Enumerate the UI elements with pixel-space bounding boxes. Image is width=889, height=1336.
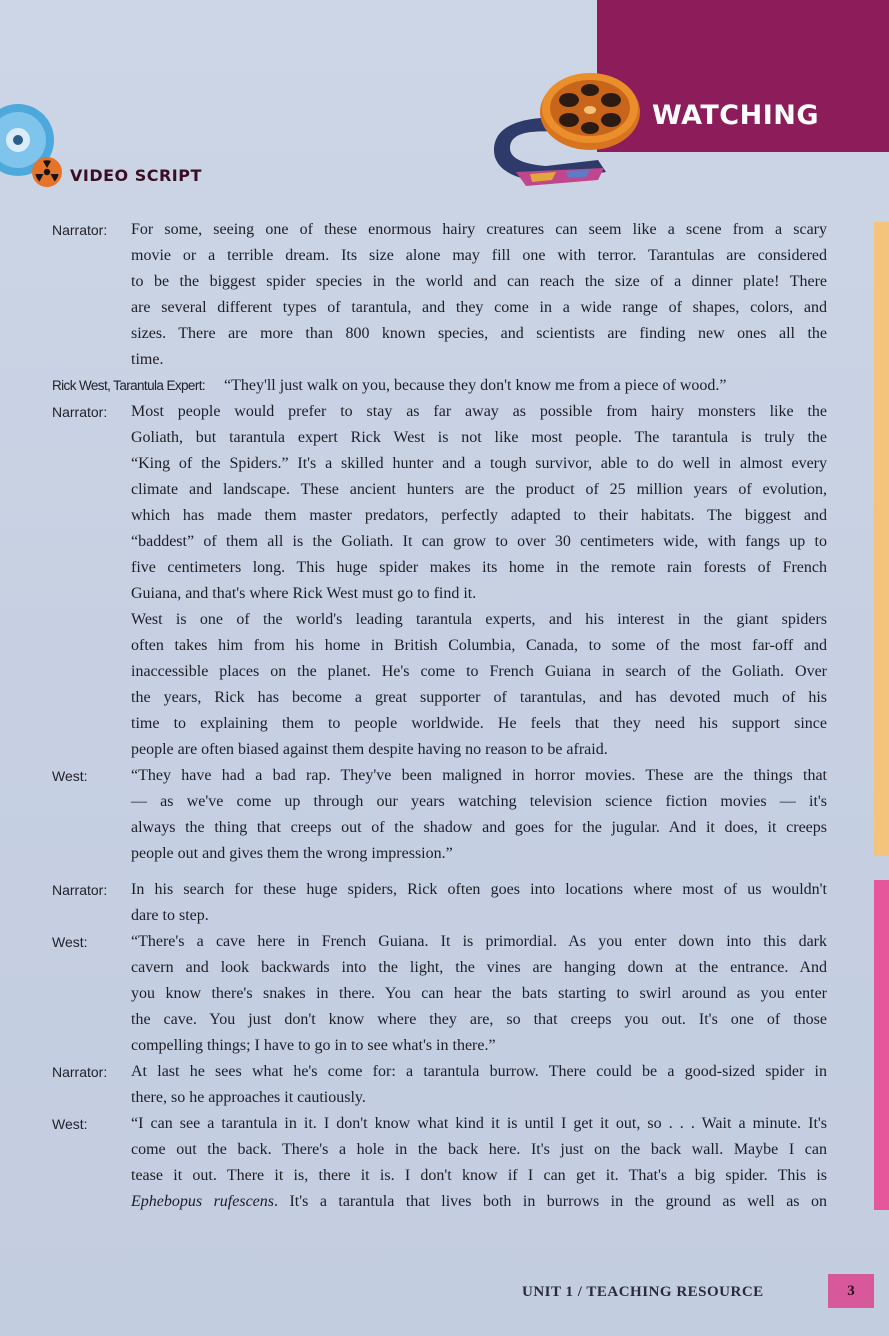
script-line: often takes him from his home in British Columbia, Canada, to some of the most far-off and: [131, 637, 827, 654]
script-line: “There's a cave here in French Guiana. It is primordial. As you enter down into this dark: [131, 933, 827, 950]
script-line: which has made them master predators, perfectly adapted to their habitats. The biggest and: [131, 507, 827, 524]
script-line: For some, seeing one of these enormous hairy creatures can seem like a scene from a scary: [131, 221, 827, 238]
script-line: people are often biased against them despite having no reason to be afraid.: [131, 741, 608, 758]
speaker-label: Narrator:: [52, 404, 108, 420]
script-line: to be the biggest spider species in the world and can reach the size of a dinner plate! There: [131, 273, 827, 290]
section-title: WATCHING: [652, 100, 820, 131]
script-line: climate and landscape. These ancient hunters are the product of 25 million years of evolution,: [131, 481, 827, 498]
speaker-label: West:: [52, 934, 88, 950]
script-line: sizes. There are more than 800 known species, and scientists are finding new ones all the: [131, 325, 827, 342]
script-line: movie or a terrible dream. Its size alone may fill one with terror. Tarantulas are considered: [131, 247, 827, 264]
script-line: tease it out. There it is, there it is. I don't know if I can get it. That's a big spider. This is: [131, 1167, 827, 1184]
script-line: compelling things; I have to go in to see what's in there.”: [131, 1037, 496, 1054]
script-line: “They have had a bad rap. They've been maligned in horror movies. These are the things that: [131, 767, 827, 784]
script-line: Most people would prefer to stay as far away as possible from hairy monsters like the: [131, 403, 827, 420]
speaker-label: Narrator:: [52, 1064, 108, 1080]
script-line: time.: [131, 351, 164, 368]
script-line: people out and gives them the wrong impression.”: [131, 845, 453, 862]
page-number: 3: [847, 1283, 855, 1299]
script-line: inaccessible places on the planet. He's come to French Guiana in search of the Goliath. Over: [131, 663, 827, 680]
script-line: — as we've come up through our years watching television science fiction movies — it's: [131, 793, 827, 810]
unit-label: UNIT 1 / TEACHING RESOURCE: [522, 1284, 764, 1300]
script-line: you know there's snakes in there. You can hear the bats starting to swirl around as you enter: [131, 985, 827, 1002]
script-line: the years, Rick has become a great supporter of tarantulas, and has devoted much of his: [131, 689, 827, 706]
species-name: Ephebopus rufescens: [131, 1193, 274, 1210]
script-line: At last he sees what he's come for: a tarantula burrow. There could be a good-sized spider in: [131, 1063, 827, 1080]
script-line: five centimeters long. This huge spider makes its home in the remote rain forests of French: [131, 559, 827, 576]
script-line: In his search for these huge spiders, Rick often goes into locations where most of us wouldn't: [131, 881, 827, 898]
speaker-label: Rick West, Tarantula Expert:: [52, 378, 206, 393]
speaker-label: Narrator:: [52, 222, 108, 238]
script-line: are several different types of tarantula, and they come in a wide range of shapes, colors, and: [131, 299, 827, 316]
script-line: Goliath, but tarantula expert Rick West is not like most people. The tarantula is truly the: [131, 429, 827, 446]
speaker-label: West:: [52, 1116, 88, 1132]
script-line: dare to step.: [131, 907, 209, 924]
script-line: Ephebopus rufescens. It's a tarantula that lives both in burrows in the ground as well as on: [131, 1193, 828, 1210]
script-line: “baddest” of them all is the Goliath. It can grow to over 30 centimeters wide, with fangs up to: [131, 533, 827, 550]
script-line: the cave. You just don't know where they are, so that creeps you out. It's one of those: [131, 1011, 827, 1028]
script-line: come out the back. There's a hole in the back here. It's just on the back wall. Maybe I can: [131, 1141, 827, 1158]
video-script-label: VIDEO SCRIPT: [70, 166, 202, 185]
script-line: “I can see a tarantula in it. I don't know what kind it is until I get it out, so . . . Wait a minute. It's: [131, 1115, 827, 1132]
script-line: cavern and look backwards into the light, the vines are hanging down at the entrance. And: [131, 959, 827, 976]
script-line: always the thing that creeps out of the shadow and goes for the jugular. And it does, it creeps: [131, 819, 827, 836]
script-line: West is one of the world's leading tarantula experts, and his interest in the giant spiders: [131, 611, 827, 628]
script-line: “King of the Spiders.” It's a skilled hunter and a tough survivor, able to do well in almost every: [131, 455, 827, 472]
script-line: there, so he approaches it cautiously.: [131, 1089, 366, 1106]
script-line: “They'll just walk on you, because they don't know me from a piece of wood.”: [224, 377, 727, 394]
script-line: time to explaining them to people worldwide. He feels that they need his support since: [131, 715, 827, 732]
speaker-label: West:: [52, 768, 88, 784]
speaker-label: Narrator:: [52, 882, 108, 898]
script-line: Guiana, and that's where Rick West must go to find it.: [131, 585, 477, 602]
